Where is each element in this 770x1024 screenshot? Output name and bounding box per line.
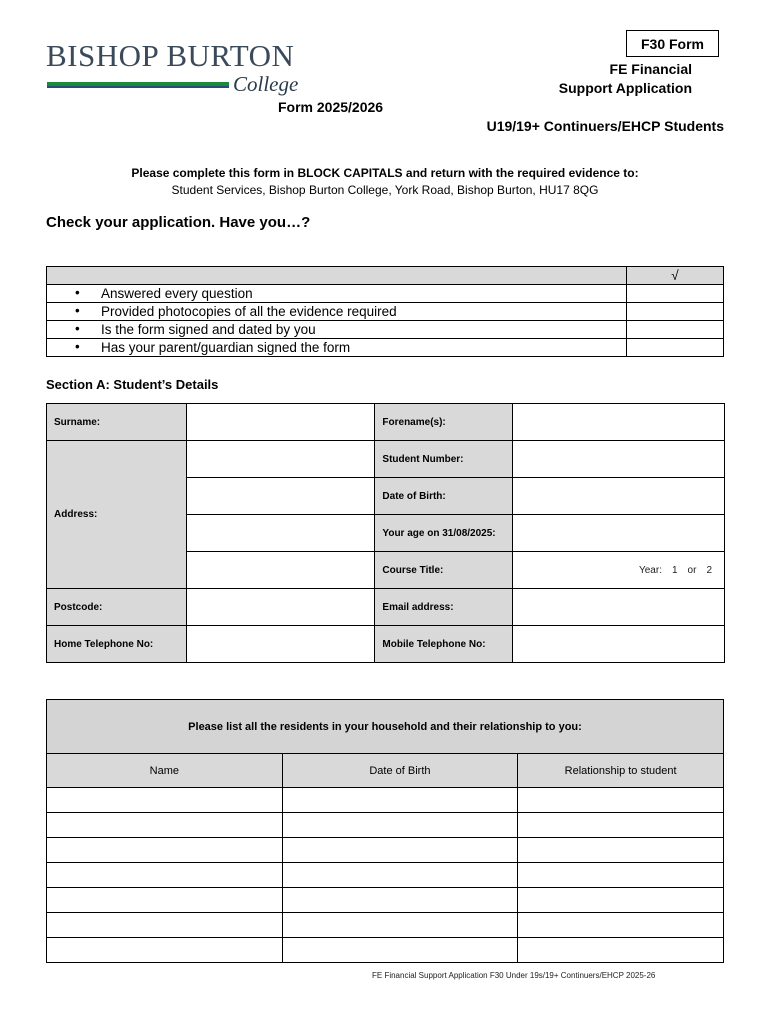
checklist-item-label: Provided photocopies of all the evidence required — [101, 304, 397, 319]
tick-column-header: √ — [627, 267, 724, 285]
details-row — [47, 626, 725, 663]
student-details-table — [46, 403, 725, 663]
student-number-label: Student Number: — [375, 441, 513, 478]
resident-relationship-field[interactable] — [518, 863, 724, 888]
resident-relationship-field[interactable] — [518, 788, 724, 813]
forenames-field[interactable] — [513, 404, 725, 441]
logo-blue-stripe — [47, 86, 229, 88]
surname-label: Surname: — [47, 404, 187, 441]
instructions — [46, 165, 724, 199]
instructions-line1 — [46, 165, 724, 182]
college-logo-subtitle: College — [233, 72, 299, 96]
checklist-header-cell — [47, 267, 627, 285]
resident-name-field[interactable] — [47, 863, 283, 888]
resident-dob-field[interactable] — [282, 838, 518, 863]
bullet-icon: • — [75, 321, 80, 336]
residents-header-row — [47, 754, 724, 788]
instructions-suffix: and return with the required evidence to: — [402, 166, 639, 180]
resident-name-field[interactable] — [47, 788, 283, 813]
resident-relationship-field[interactable] — [518, 838, 724, 863]
year-option-2[interactable]: 2 — [706, 564, 712, 576]
college-logo-wordmark: BISHOP BURTON — [46, 38, 295, 73]
address-field-line1[interactable] — [186, 441, 375, 478]
resident-row — [47, 888, 724, 913]
checklist-tick-box[interactable] — [627, 339, 724, 357]
resident-dob-field[interactable] — [282, 888, 518, 913]
mobile-tel-field[interactable] — [513, 626, 725, 663]
address-field-line3[interactable] — [186, 515, 375, 552]
address-field-line2[interactable] — [186, 478, 375, 515]
instructions-bold: BLOCK CAPITALS — [297, 166, 403, 180]
bullet-icon: • — [75, 303, 80, 318]
checklist-item-label: Answered every question — [101, 286, 253, 301]
student-number-field[interactable] — [513, 441, 725, 478]
checklist-row — [47, 303, 724, 321]
section-a-heading: Section A: Student’s Details — [46, 377, 219, 392]
address-field-line4[interactable] — [186, 552, 375, 589]
postcode-field[interactable] — [186, 589, 375, 626]
surname-field[interactable] — [186, 404, 375, 441]
checklist-item — [47, 285, 627, 303]
resident-name-field[interactable] — [47, 913, 283, 938]
instructions-address: Student Services, Bishop Burton College, York Road, Bishop Burton, HU17 8QG — [171, 183, 599, 197]
checklist-tick-box[interactable] — [627, 285, 724, 303]
dob-column-header: Date of Birth — [282, 754, 518, 788]
resident-row — [47, 863, 724, 888]
relationship-column-header: Relationship to student — [518, 754, 724, 788]
age-label: Your age on 31/08/2025: — [375, 515, 513, 552]
resident-name-field[interactable] — [47, 838, 283, 863]
year-selector — [520, 565, 724, 576]
resident-name-field[interactable] — [47, 888, 283, 913]
resident-dob-field[interactable] — [282, 863, 518, 888]
checklist-heading: Check your application. Have you…? — [46, 214, 311, 231]
resident-relationship-field[interactable] — [518, 913, 724, 938]
resident-dob-field[interactable] — [282, 913, 518, 938]
checklist-tick-box[interactable] — [627, 303, 724, 321]
resident-relationship-field[interactable] — [518, 938, 724, 963]
resident-name-field[interactable] — [47, 813, 283, 838]
email-label: Email address: — [375, 589, 513, 626]
resident-dob-field[interactable] — [282, 788, 518, 813]
course-title-label: Course Title: — [375, 552, 513, 589]
resident-dob-field[interactable] — [282, 813, 518, 838]
email-field[interactable] — [513, 589, 725, 626]
form-title — [520, 60, 692, 98]
residents-title-row — [47, 700, 724, 754]
checklist-header-row — [47, 267, 724, 285]
checklist-item-label: Has your parent/guardian signed the form — [101, 340, 351, 355]
home-tel-label: Home Telephone No: — [47, 626, 187, 663]
dob-field[interactable] — [513, 478, 725, 515]
details-row — [47, 441, 725, 478]
dob-label: Date of Birth: — [375, 478, 513, 515]
resident-dob-field[interactable] — [282, 938, 518, 963]
form-code-box: F30 Form — [626, 30, 719, 57]
checklist-row — [47, 339, 724, 357]
name-column-header: Name — [47, 754, 283, 788]
resident-relationship-field[interactable] — [518, 888, 724, 913]
postcode-label: Postcode: — [47, 589, 187, 626]
checklist-item-label: Is the form signed and dated by you — [101, 322, 316, 337]
year-label: Year: — [638, 564, 662, 576]
resident-row — [47, 838, 724, 863]
checklist-item — [47, 303, 627, 321]
year-or: or — [687, 564, 697, 576]
resident-name-field[interactable] — [47, 938, 283, 963]
residents-title: Please list all the residents in your household and their relationship to you: — [47, 700, 724, 754]
details-row — [47, 589, 725, 626]
address-label: Address: — [47, 441, 187, 589]
age-field[interactable] — [513, 515, 725, 552]
checklist-row — [47, 321, 724, 339]
checklist-row — [47, 285, 724, 303]
page-footer: FE Financial Support Application F30 Under 19s/19+ Continuers/EHCP 2025-26 — [372, 971, 656, 980]
details-row — [47, 404, 725, 441]
resident-row — [47, 913, 724, 938]
mobile-tel-label: Mobile Telephone No: — [375, 626, 513, 663]
bullet-icon: • — [75, 339, 80, 354]
form-title-line1: FE Financial — [609, 61, 692, 77]
checklist-table — [46, 266, 724, 357]
year-option-1[interactable]: 1 — [671, 564, 678, 576]
form-year: Form 2025/2026 — [278, 99, 384, 115]
home-tel-field[interactable] — [186, 626, 375, 663]
residents-body — [47, 788, 724, 963]
residents-table — [46, 699, 724, 963]
instructions-prefix: Please complete this form in — [131, 166, 298, 180]
checklist-item — [47, 339, 627, 357]
course-title-field[interactable] — [513, 552, 725, 589]
resident-row — [47, 938, 724, 963]
form-subtitle: U19/19+ Continuers/EHCP Students — [486, 118, 724, 134]
forenames-label: Forename(s): — [375, 404, 513, 441]
bullet-icon: • — [75, 285, 80, 300]
checklist-item — [47, 321, 627, 339]
resident-row — [47, 813, 724, 838]
resident-relationship-field[interactable] — [518, 813, 724, 838]
form-title-line2: Support Application — [558, 80, 692, 96]
checklist-tick-box[interactable] — [627, 321, 724, 339]
resident-row — [47, 788, 724, 813]
